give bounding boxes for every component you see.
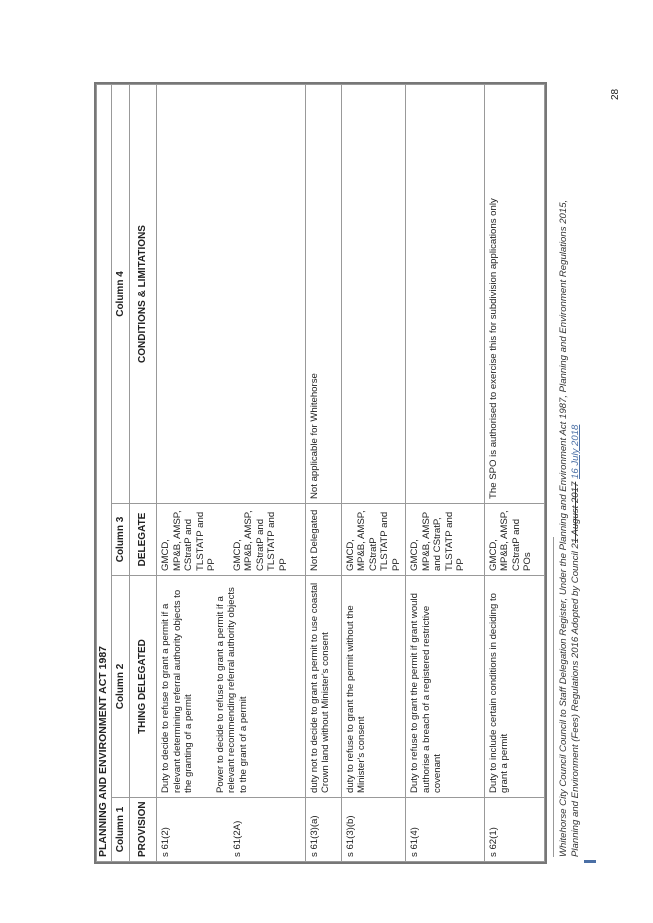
- footer-line-1: Whitehorse City Council Council to Staff Delegation Register, Under the Planning and Environment Act 1987, Planning and Environment Regulations 2015,: [558, 199, 569, 857]
- conditions-cell: [341, 85, 406, 504]
- page-number: 28: [610, 88, 621, 100]
- column-1-header: Column 1: [111, 798, 130, 862]
- provision-cell: s 61(3)(b): [341, 798, 406, 862]
- conditions-cell: [406, 85, 484, 504]
- thing-delegated-cell: duty to refuse to grant the permit without the Minister's consent: [341, 576, 406, 798]
- column-3-header: Column 3: [111, 504, 130, 576]
- delegate-cell: GMCD, MP&B, AMSP, CStratP TLSTATP and PP: [341, 504, 406, 576]
- provision-cell: s 61(3)(a): [305, 798, 341, 862]
- conditions-cell: Not applicable for Whitehorse: [305, 85, 341, 504]
- delegate-cell: Not Delegated: [305, 504, 341, 576]
- footer-rule: [553, 537, 554, 857]
- provision-cell: s 62(1): [484, 798, 544, 862]
- footer: [558, 117, 582, 857]
- provision-cell: s 61(2): [160, 827, 172, 857]
- thing-delegated-cell: Duty to refuse to grant the permit if grant would authorise a breach of a registered restrictive covenant: [406, 576, 484, 798]
- conditions-cell: [157, 85, 305, 504]
- delegate-header: DELEGATE: [130, 504, 157, 576]
- footer-line-2: [570, 117, 582, 857]
- provision-cell: s 61(4): [406, 798, 484, 862]
- delegate-cell: GMCD, MP&B, AMSP and CStratP, TLSTATP and PP: [406, 504, 484, 576]
- table-row: [157, 85, 305, 862]
- delegate-cell: GMCD, MP&B, AMSP, CStratP and POs: [484, 504, 544, 576]
- thing-delegated-cell: Duty to include certain conditions in deciding to grant a permit: [484, 576, 544, 798]
- thing-delegated-cell: duty not to decide to grant a permit to use coastal Crown land without Minister's consent: [305, 576, 341, 798]
- footer-new-date: 16 July 2018: [570, 424, 581, 480]
- delegate-cell: GMCD, MP&B, AMSP, CStratP and TLSTATP and PP: [231, 510, 289, 571]
- provision-cell: s 61(2A): [231, 820, 243, 857]
- thing-delegated-cell: Power to decide to refuse to grant a permit if a relevant recommending referral authority objects to the grant of a permit: [214, 587, 249, 793]
- table-row: [305, 85, 341, 862]
- table-row: [406, 85, 484, 862]
- thing-delegated-header: THING DELEGATED: [130, 576, 157, 798]
- table-row: [484, 85, 544, 862]
- footer-struck-date: 1 August 2017: [570, 481, 581, 544]
- thing-delegated-cell: Duty to decide to refuse to grant a permit if a relevant determining referral authority objects to the granting of a permit: [160, 589, 195, 793]
- change-bar: [584, 860, 596, 863]
- conditions-header: CONDITIONS & LIMITATIONS: [130, 85, 157, 504]
- delegation-table: [94, 82, 547, 864]
- provision-header: PROVISION: [130, 798, 157, 862]
- delegate-cell: GMCD, MP&B, AMSP, CStratP and TLSTATP and PP: [160, 510, 218, 571]
- table-row: [341, 85, 406, 862]
- conditions-cell: The SPO is authorised to exercise this for subdivision applications only: [484, 85, 544, 504]
- footer-line-2-text: Planning and Environment (Fees) Regulations 2016 Adopted by Council 2: [570, 543, 581, 857]
- act-title: PLANNING AND ENVIRONMENT ACT 1987: [97, 85, 112, 862]
- column-4-header: Column 4: [111, 85, 130, 504]
- column-2-header: Column 2: [111, 576, 130, 798]
